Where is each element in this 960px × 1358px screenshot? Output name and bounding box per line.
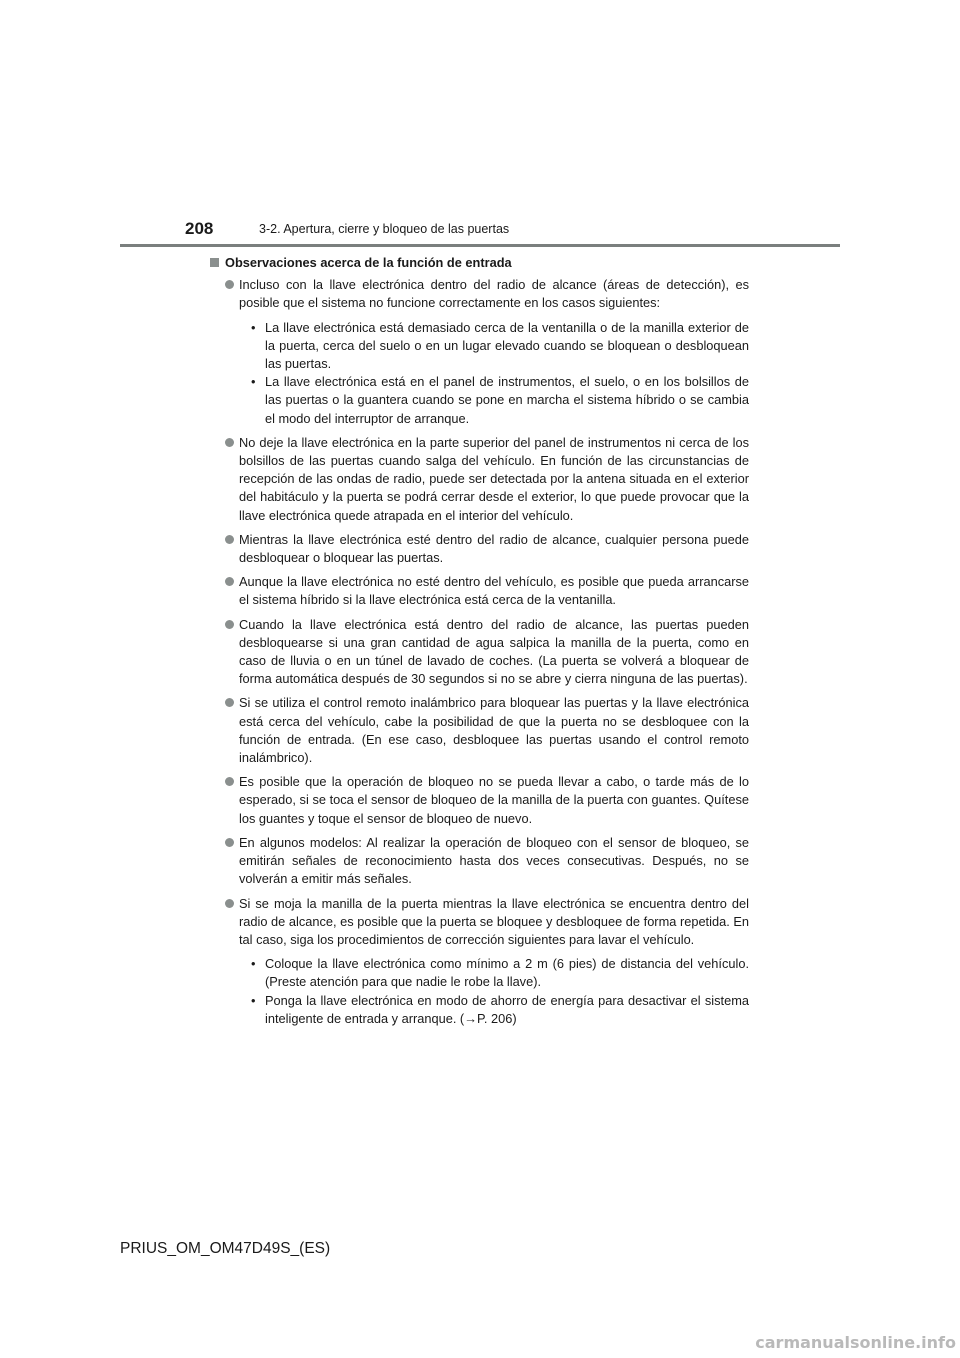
sub-item-text: Ponga la llave electrónica en modo de ahorro de energía para desactivar el sistema inteligente de entrada y arranque. (→P. 206) (265, 992, 749, 1026)
section-title: 3-2. Apertura, cierre y bloqueo de las puertas (259, 222, 510, 236)
circle-bullet-icon (225, 899, 234, 908)
circle-bullet-icon (225, 698, 234, 707)
dot-icon: • (251, 319, 256, 335)
document-code: PRIUS_OM_OM47D49S_(ES) (120, 1240, 331, 1257)
watermark: carmanualsonline.info (755, 1333, 956, 1352)
circle-bullet-icon (225, 280, 234, 289)
dot-icon: • (251, 992, 256, 1008)
header-rule (120, 244, 840, 247)
square-bullet-icon (210, 258, 219, 267)
item-text: No deje la llave electrónica en la parte superior del panel de instrumentos ni cerca de los bolsillos de las puertas cuando salga del vehículo. En función de las circunstancias de recepción de las ondas de radio, puede ser detectada por la antena situada en el exterior del habitáculo y la puerta se podrá cerrar desde el exterior, lo que puede provocar que la llave electrónica quede atrapada en el interior del vehículo. (239, 434, 749, 523)
list-item (209, 573, 749, 609)
circle-bullet-icon (225, 620, 234, 629)
dot-icon: • (251, 956, 256, 972)
sub-list (239, 319, 749, 428)
list-item (209, 434, 749, 525)
sub-item (251, 955, 749, 991)
item-text: Si se moja la manilla de la puerta mientras la llave electrónica se encuentra dentro del radio de alcance, es posible que la puerta se bloquee y desbloquee de forma repetida. En tal caso, siga los procedimientos de corrección siguientes para lavar el vehículo. (239, 895, 749, 947)
item-text: Incluso con la llave electrónica dentro del radio de alcance (áreas de detección), es posible que el sistema no funcione correctamente en los casos siguientes: (239, 277, 749, 311)
list-item (209, 895, 749, 1028)
item-text: En algunos modelos: Al realizar la operación de bloqueo con el sensor de bloqueo, se emitirán señales de reconocimiento hasta dos veces consecutivas. Después, no se volverán a emitir más señales. (239, 834, 749, 887)
circle-bullet-icon (225, 777, 234, 786)
list-item (209, 531, 749, 567)
sub-list (239, 955, 749, 1028)
circle-bullet-icon (225, 535, 234, 544)
sub-item-text: La llave electrónica está en el panel de instrumentos, el suelo, o en los bolsillos de las puertas o la guantera cuando se pone en marcha el sistema híbrido o se cambia el modo del interruptor de arranque. (265, 374, 749, 426)
item-text: Cuando la llave electrónica está dentro del radio de alcance, las puertas pueden desbloquearse si una gran cantidad de agua salpica la manilla de la puerta, como en caso de lluvia o en un túnel de lavado de coches. (La puerta se volverá a bloquear de forma automática después de 30 segundos si no se abre y cierra ninguna de las puertas). (239, 616, 749, 687)
list-item (209, 773, 749, 828)
list-item (209, 276, 749, 428)
heading-text: Observaciones acerca de la función de entrada (225, 255, 512, 270)
item-text: Mientras la llave electrónica esté dentro del radio de alcance, cualquier persona puede desbloquear o bloquear las puertas. (239, 531, 749, 566)
list-item (209, 834, 749, 889)
sub-item (251, 992, 749, 1028)
list-item (209, 616, 749, 689)
sub-item-text: Coloque la llave electrónica como mínimo a 2 m (6 pies) de distancia del vehículo. (Preste atención para que nadie le robe la llave). (265, 956, 749, 990)
item-text: Si se utiliza el control remoto inalámbrico para bloquear las puertas y la llave electrónica está cerca del vehículo, cabe la posibilidad de que la puerta no se desbloquee con la función de entrada. (En ese caso, desbloquee las puertas usando el control remoto inalámbrico). (239, 695, 749, 766)
sub-item-text: La llave electrónica está demasiado cerca de la ventanilla o de la manilla exterior de la puerta, cerca del suelo o en un lugar elevado cuando se bloquean o desbloquean las puertas. (265, 319, 749, 372)
circle-bullet-icon (225, 838, 234, 847)
list-item (209, 694, 749, 767)
sub-item (251, 373, 749, 428)
item-text: Es posible que la operación de bloqueo no se pueda llevar a cabo, o tarde más de lo esperado, si se toca el sensor de bloqueo de la manilla de la puerta con guantes. Quítese los guantes y toque el sensor de bloqueo de nuevo. (239, 774, 749, 826)
dot-icon: • (251, 374, 256, 390)
item-text: Aunque la llave electrónica no esté dentro del vehículo, es posible que pueda arrancarse el sistema híbrido si la llave electrónica está cerca de la ventanilla. (239, 574, 749, 608)
circle-bullet-icon (225, 438, 234, 447)
content-body (209, 254, 749, 1034)
section-heading (209, 254, 749, 272)
page-number: 208 (185, 219, 214, 238)
sub-item (251, 319, 749, 374)
circle-bullet-icon (225, 577, 234, 586)
